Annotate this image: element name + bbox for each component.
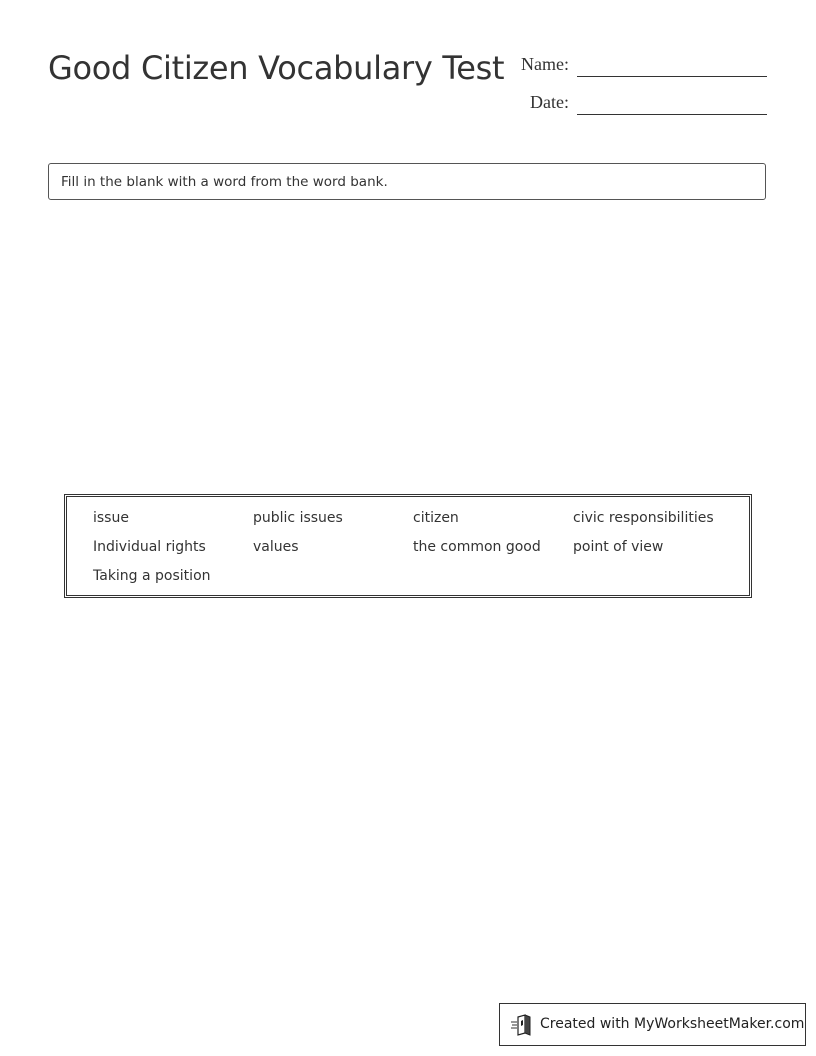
word-bank-item: Individual rights	[93, 539, 206, 555]
instructions-box	[48, 163, 766, 200]
date-field[interactable]	[577, 114, 767, 115]
word-bank-list	[66, 496, 750, 596]
date-label: Date:	[530, 92, 569, 112]
word-bank-item: the common good	[413, 539, 541, 555]
name-label: Name:	[521, 54, 569, 74]
word-bank-item: Taking a position	[93, 568, 211, 584]
word-bank-item: public issues	[253, 510, 343, 526]
book-icon	[510, 1013, 534, 1037]
word-bank-item: civic responsibilities	[573, 510, 714, 526]
word-bank-item: point of view	[573, 539, 664, 555]
page-title: Good Citizen Vocabulary Test	[48, 49, 505, 87]
word-bank-item: citizen	[413, 510, 459, 526]
footer-text: Created with MyWorksheetMaker.com	[540, 1016, 805, 1032]
word-bank-item: values	[253, 539, 299, 555]
word-bank-item: issue	[93, 510, 129, 526]
footer-badge[interactable]	[499, 1003, 806, 1046]
name-field[interactable]	[577, 76, 767, 77]
instructions-text: Fill in the blank with a word from the word bank.	[61, 174, 388, 190]
